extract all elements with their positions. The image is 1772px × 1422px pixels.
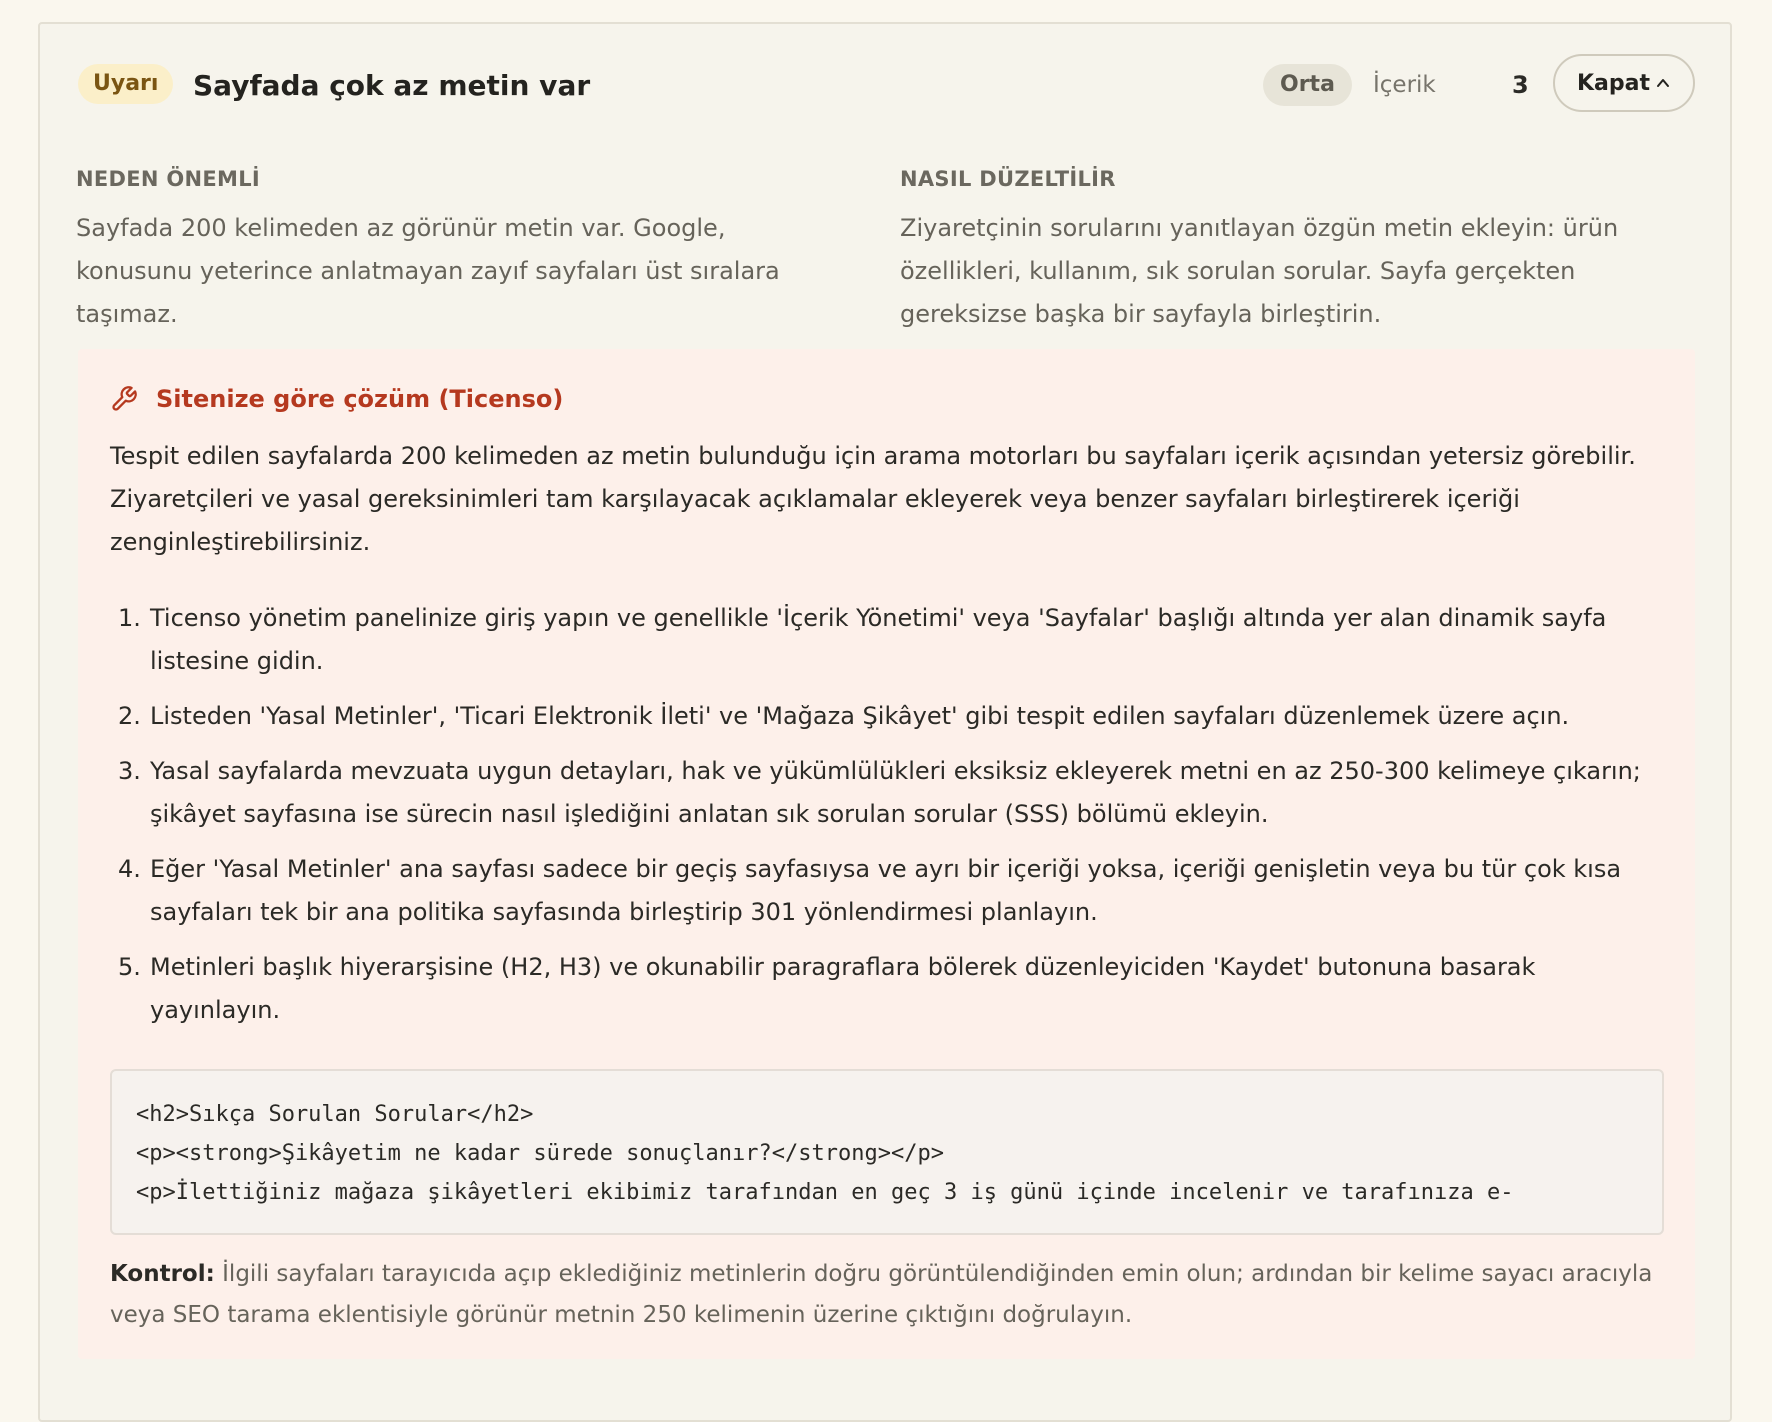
check-text: İlgili sayfaları tarayıcıda açıp eklediğiniz metinlerin doğru görüntülendiğinden emin olun; ardından bir kelime sayacı aracıyla veya SEO tarama eklentisiyle görünür metnin 250 kelimenin üzerine çıktığını doğrulayın. bbox=[110, 1261, 1653, 1328]
check-label: Kontrol: bbox=[110, 1261, 215, 1287]
why-text: Sayfada 200 kelimeden az görünür metin var. Google, konusunu yeterince anlatmayan zayıf sayfaları üst sıralara taşımaz. bbox=[76, 214, 780, 328]
wrench-icon bbox=[110, 385, 138, 413]
step-item: 5. Metinleri başlık hiyerarşisine (H2, H3) ve okunabilir paragraflara bölerek düzenleyiciden 'Kaydet' butonuna basarak yayınlayın. bbox=[118, 953, 1536, 1024]
code-line: <p><strong>Şikâyetim ne kadar sürede sonuçlanır?</strong></p> bbox=[136, 1141, 944, 1166]
solution-intro: Tespit edilen sayfalarda 200 kelimeden az metin bulunduğu için arama motorları bu sayfaları içerik açısından yetersiz görebilir. Ziyaretçileri ve yasal gereksinimleri tam karşılayacak açıklamalar ekleyerek veya benzer sayfaları birleştirerek içeriği zenginleştirebilirsiniz. bbox=[110, 442, 1636, 556]
solution-heading bbox=[110, 379, 563, 419]
step-item: 2. Listeden 'Yasal Metinler', 'Ticari Elektronik İleti' ve 'Mağaza Şikâyet' gibi tespit edilen sayfaları düzenlemek üzere açın. bbox=[118, 702, 1570, 730]
check-note bbox=[110, 1254, 1670, 1336]
solution-steps bbox=[110, 597, 1670, 1044]
chevron-up-icon bbox=[1655, 75, 1671, 91]
code-line: <p>İlettiğiniz mağaza şikâyetleri ekibimiz tarafından en geç 3 iş günü içinde incelenir ve tarafınıza e- bbox=[136, 1180, 1514, 1205]
solution-title: Sitenize göre çözüm (Ticenso) bbox=[156, 385, 564, 413]
severity-badge: Orta bbox=[1263, 64, 1352, 106]
category-label: İçerik bbox=[1373, 72, 1436, 98]
issue-count: 3 bbox=[1512, 71, 1529, 99]
how-text: Ziyaretçinin sorularını yanıtlayan özgün metin ekleyin: ürün özellikleri, kullanım, sık sorulan sorular. Sayfa gerçekten gereksizse başka bir sayfayla birleştirin. bbox=[900, 214, 1619, 328]
step-item: 4. Eğer 'Yasal Metinler' ana sayfası sadece bir geçiş sayfasıysa ve ayrı bir içeriği yoksa, içeriği genişletin veya bu tür çok kısa sayfaları tek bir ana politika sayfasında birleştirip 301 yönlendirmesi planlayın. bbox=[118, 855, 1622, 926]
issue-header bbox=[40, 24, 1730, 144]
why-label: NEDEN ÖNEMLİ bbox=[76, 167, 261, 191]
step-item: 1. Ticenso yönetim panelinize giriş yapın ve genellikle 'İçerik Yönetimi' veya 'Sayfalar' başlığı altında yer alan dinamik sayfa listesine gidin. bbox=[118, 604, 1607, 675]
code-line: <h2>Sıkça Sorulan Sorular</h2> bbox=[136, 1102, 534, 1127]
solution-panel bbox=[78, 349, 1695, 1359]
close-button-label: Kapat bbox=[1577, 70, 1651, 96]
how-label: NASIL DÜZELTİLİR bbox=[900, 167, 1116, 191]
issue-card bbox=[38, 22, 1732, 1422]
issue-title: Sayfada çok az metin var bbox=[193, 69, 591, 102]
close-button[interactable] bbox=[1553, 54, 1695, 112]
warning-badge: Uyarı bbox=[78, 64, 173, 104]
code-block[interactable] bbox=[110, 1069, 1664, 1235]
step-item: 3. Yasal sayfalarda mevzuata uygun detayları, hak ve yükümlülükleri eksiksiz ekleyerek metni en az 250-300 kelimeye çıkarın; şikâyet sayfasına ise sürecin nasıl işlediğini anlatan sık sorulan sorular (SSS) bölümü ekleyin. bbox=[118, 757, 1641, 828]
